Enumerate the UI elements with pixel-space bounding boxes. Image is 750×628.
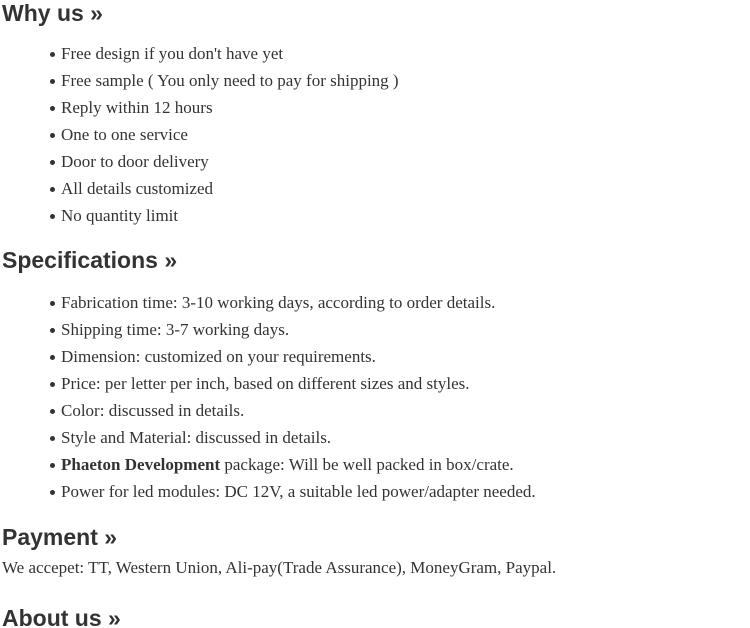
list-item [47, 40, 399, 67]
list-item [47, 343, 536, 370]
bullet-icon [50, 409, 55, 414]
bullet-icon [50, 463, 55, 468]
list-item-text: No quantity limit [61, 206, 179, 225]
bullet-icon [50, 106, 55, 111]
list-item [47, 202, 399, 229]
why-us-heading: Why us » [2, 0, 103, 26]
list-item-text: Fabrication time: 3-10 working days, according to order details. [61, 293, 496, 312]
bullet-icon [50, 490, 55, 495]
bullet-icon [50, 214, 55, 219]
list-item-text: Color: discussed in details. [61, 401, 245, 420]
bullet-icon [50, 160, 55, 165]
list-item-text: Price: per letter per inch, based on different sizes and styles. [61, 374, 470, 393]
list-item [47, 175, 399, 202]
bullet-icon [50, 355, 55, 360]
brand-name: Phaeton Development [61, 455, 221, 474]
list-item [47, 478, 536, 506]
list-item-text: One to one service [61, 125, 188, 144]
list-item [47, 397, 536, 424]
specifications-list [47, 289, 536, 506]
bullet-icon [50, 382, 55, 387]
list-item-text: package: Will be well packed in box/crate. [220, 455, 514, 474]
list-item-text: Reply within 12 hours [61, 98, 213, 117]
list-item-text: Door to door delivery [61, 152, 209, 171]
payment-methods-text: We accepet: TT, Western Union, Ali-pay(Trade Assurance), MoneyGram, Paypal. [2, 558, 557, 577]
list-item [47, 289, 536, 316]
bullet-icon [50, 328, 55, 333]
bullet-icon [50, 187, 55, 192]
list-item [47, 370, 536, 397]
list-item [47, 451, 536, 478]
list-item-text: Style and Material: discussed in details. [61, 428, 332, 447]
list-item-text: All details customized [61, 179, 214, 198]
about-us-heading: About us » [2, 605, 121, 628]
list-item [47, 121, 399, 148]
list-item-text: Shipping time: 3-7 working days. [61, 320, 290, 339]
payment-heading: Payment » [2, 524, 118, 550]
list-item-text: Power for led modules: DC 12V, a suitable led power/adapter needed. [61, 482, 536, 501]
list-item-text: Free design if you don't have yet [61, 44, 284, 63]
list-item-text: Free sample ( You only need to pay for shipping ) [61, 71, 399, 90]
list-item [47, 67, 399, 94]
bullet-icon [50, 52, 55, 57]
bullet-icon [50, 301, 55, 306]
why-us-list [47, 40, 399, 229]
list-item [47, 148, 399, 175]
specifications-heading: Specifications » [2, 247, 178, 273]
bullet-icon [50, 79, 55, 84]
list-item [47, 94, 399, 121]
list-item-text: Dimension: customized on your requirements. [61, 347, 376, 366]
bullet-icon [50, 133, 55, 138]
list-item [47, 316, 536, 343]
list-item [47, 424, 536, 451]
bullet-icon [50, 436, 55, 441]
